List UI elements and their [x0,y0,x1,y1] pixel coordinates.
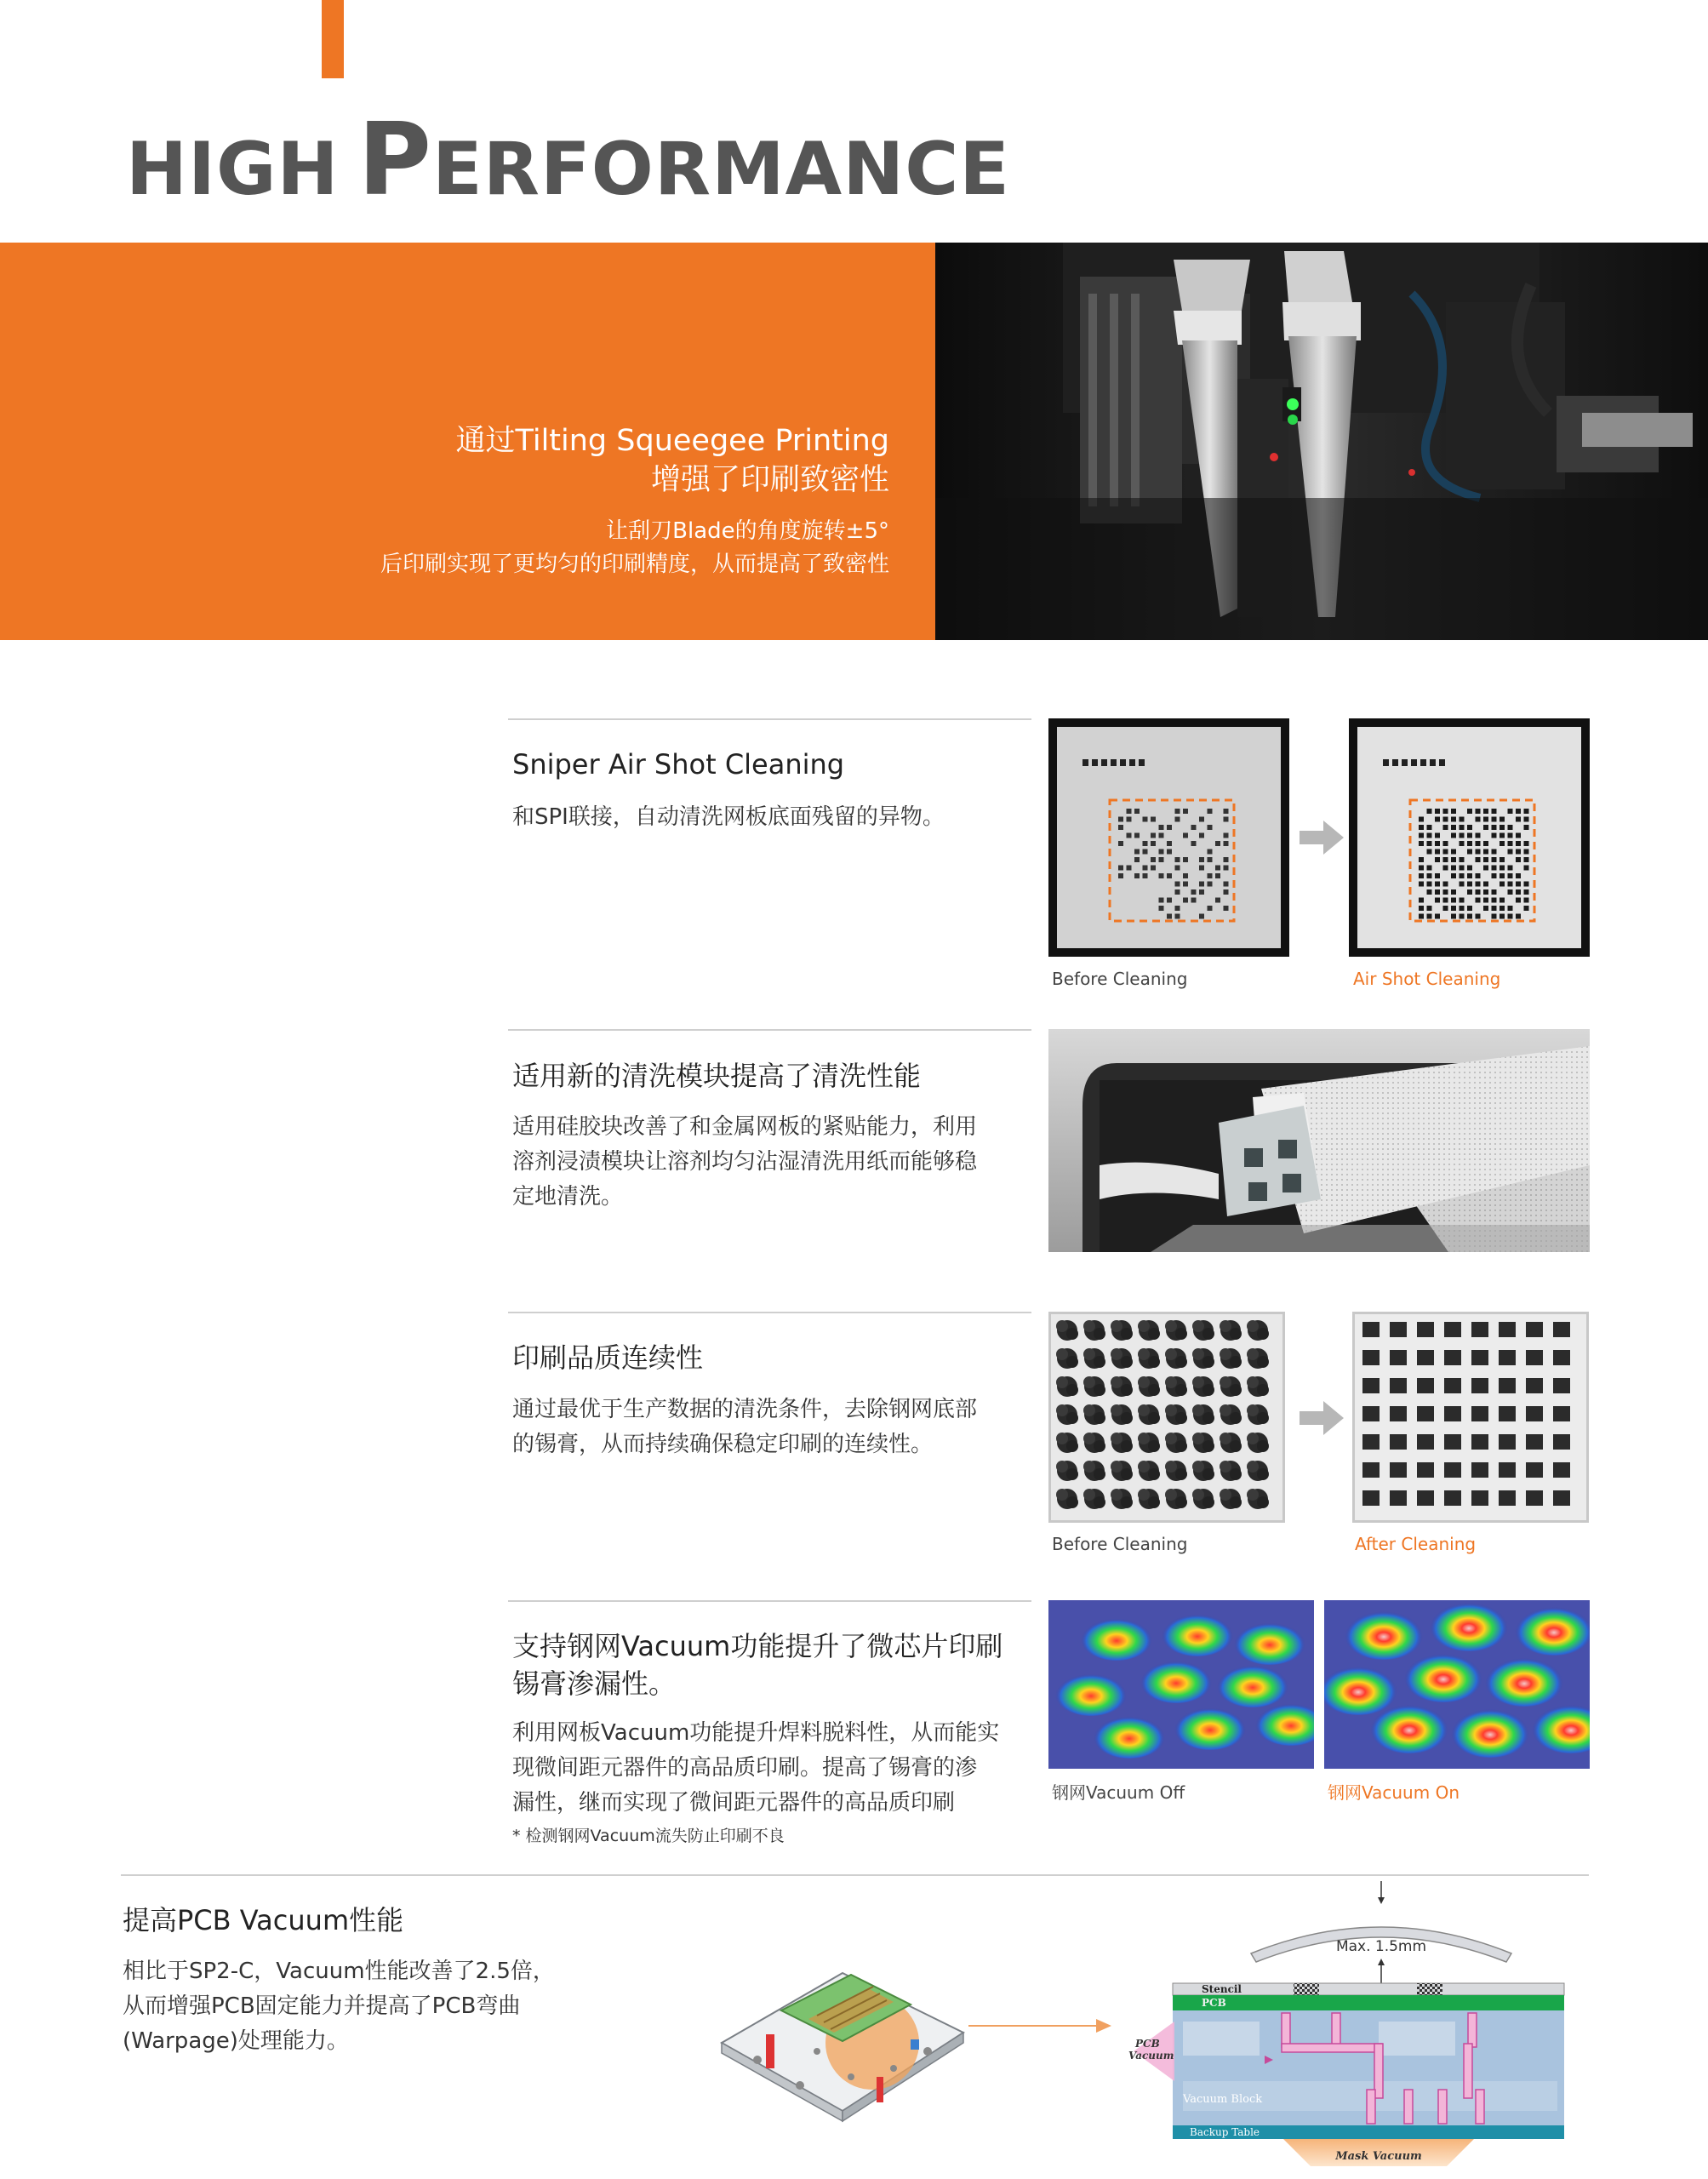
description-line: 现微间距元器件的高品质印刷。提高了锡膏的渗 [512,1755,978,1781]
section-divider [508,1312,1031,1313]
backup-table-label: Backup Table [1190,2126,1260,2138]
pcb-table-illustration [715,1958,970,2128]
before-cleaning-caption: Before Cleaning [1052,1534,1188,1554]
air-shot-cleaning-image [1349,718,1590,957]
after-cleaning-caption: After Cleaning [1355,1534,1477,1554]
mask-vacuum-label: Mask Vacuum [1335,2150,1422,2163]
hero-description-1: 让刮刀Blade的角度旋转±5° [606,518,889,544]
section-divider [121,1874,1589,1876]
hero-headline-1: 通过Tilting Squeegee Printing [455,424,889,458]
before-cleaning-paste-image [1048,1312,1285,1523]
pcb-vacuum-title: 提高PCB Vacuum性能 [123,1904,404,1936]
after-cleaning-paste-image [1352,1312,1589,1523]
vacuum-off-caption: 钢网Vacuum Off [1052,1782,1185,1803]
arrow-icon [1300,1401,1344,1438]
description-line: 定地清洗。 [512,1184,624,1210]
description-line: 的锡膏，从而持续确保稳定印刷的连续性。 [512,1432,934,1457]
page-title-word-2: ERFORMANCE [432,127,1011,212]
air-shot-description: 和SPI联接，自动清洗网板底面残留的异物。 [512,804,945,830]
accent-bar [322,0,344,78]
description-line: 从而增强PCB固定能力并提高了PCB弯曲 [123,1993,521,2019]
page-title [126,100,1011,218]
section-divider [508,1600,1031,1602]
vacuum-cross-section-diagram [1123,1877,1600,2166]
section-divider [508,1029,1031,1031]
solder-height-map-off [1055,1612,1314,1759]
print-quality-description [512,1393,1040,1462]
description-line: 漏性，继而实现了微间距元器件的高品质印刷 [512,1790,956,1816]
vacuum-description [512,1716,1057,1821]
hero-description-2: 后印刷实现了更均匀的印刷精度，从而提高了致密性 [380,552,889,577]
title-line: 支持钢网Vacuum功能提升了微芯片印刷 [512,1630,1003,1662]
arrow-icon [1300,821,1344,858]
pcb-vacuum-description [123,1954,667,2059]
title-line: 锡膏渗漏性。 [512,1667,677,1700]
stencil-label: Stencil [1202,1983,1242,1995]
vacuum-note: * 检测钢网Vacuum流失防止印刷不良 [512,1827,785,1845]
description-line: 通过最优于生产数据的清洗条件，去除钢网底部 [512,1397,978,1422]
description-line: 溶剂浸渍模块让溶剂均匀沾湿清洗用纸而能够稳 [512,1149,978,1175]
pcb-vacuum-label-line-1: PCB [1135,2038,1160,2050]
air-shot-title: Sniper Air Shot Cleaning [512,748,845,781]
pcb-vacuum-label-line-2: Vacuum [1128,2050,1174,2062]
print-quality-title: 印刷品质连续性 [512,1341,704,1374]
cleaning-module-title: 适用新的清洗模块提高了清洗性能 [512,1060,922,1092]
arrow-right-icon [968,2017,1113,2038]
vacuum-block-label: Vacuum Block [1183,2093,1263,2106]
cleaning-module-photo [1048,1029,1590,1252]
hero-headline-2: 增强了印刷致密性 [650,463,889,497]
vacuum-title [512,1627,1040,1702]
vacuum-off-image [1048,1600,1314,1769]
page-title-big-letter: P [357,100,433,218]
description-line: 适用硅胶块改善了和金属网板的紧贴能力，利用 [512,1114,978,1140]
hero-text [243,421,889,581]
description-line: (Warpage)处理能力。 [123,2028,349,2054]
before-cleaning-image [1048,718,1289,957]
vacuum-on-image [1324,1600,1590,1769]
air-shot-cleaning-caption: Air Shot Cleaning [1353,969,1501,989]
squeegee-photo [935,243,1708,640]
section-divider [508,718,1031,720]
vacuum-on-caption: 钢网Vacuum On [1328,1782,1460,1803]
page-title-word-1: HIGH [126,127,340,212]
max-warpage-label: Max. 1.5mm [1335,1938,1427,1955]
pcb-label: PCB [1202,1997,1226,2009]
cleaning-module-description [512,1110,1040,1215]
description-line: 相比于SP2-C，Vacuum性能改善了2.5倍， [123,1959,555,1984]
before-cleaning-caption: Before Cleaning [1052,969,1188,989]
description-line: 利用网板Vacuum功能提升焊料脱料性，从而能实 [512,1720,1000,1746]
